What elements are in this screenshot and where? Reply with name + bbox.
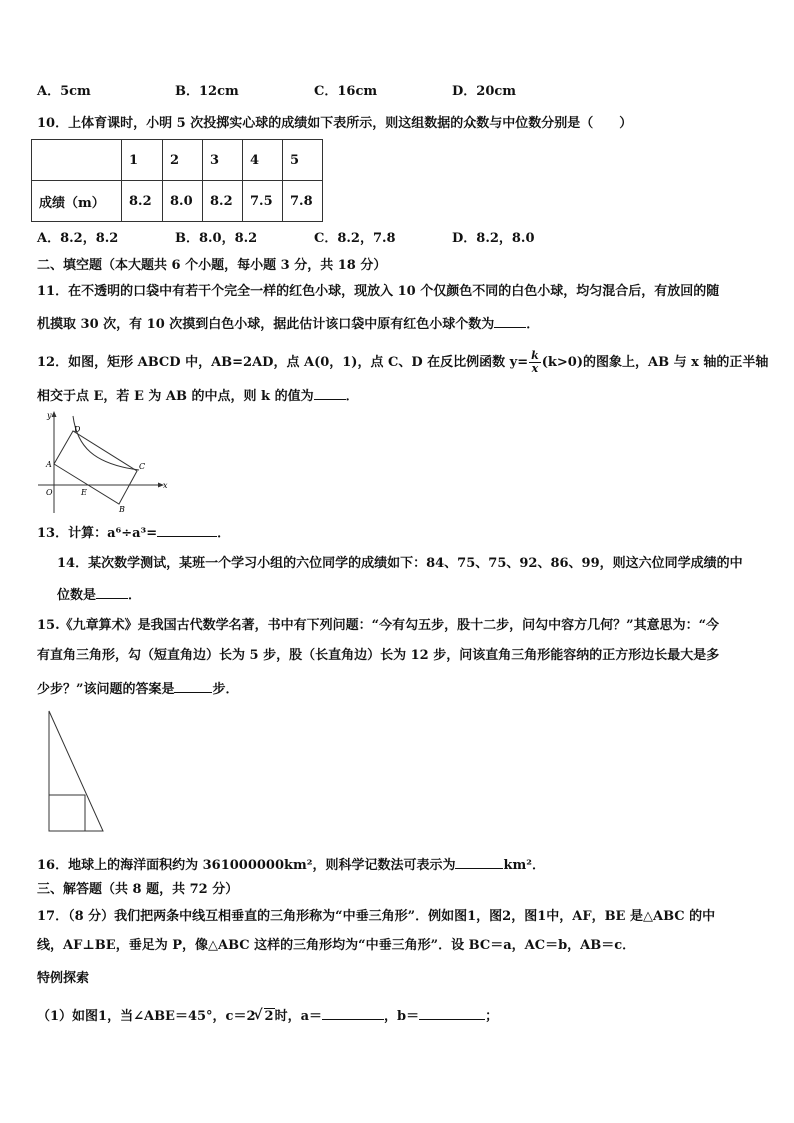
label-o: O: [46, 488, 53, 497]
label-d: D: [74, 425, 81, 434]
answer-blank-a[interactable]: [322, 1007, 384, 1020]
q10-stem: 10．上体育课时，小明 5 次投掷实心球的成绩如下表所示，则这组数据的众数与中位数分别是（ ）: [37, 116, 633, 131]
inscribed-square: [49, 795, 85, 831]
answer-blank[interactable]: [96, 586, 128, 599]
answer-blank-b[interactable]: [419, 1007, 485, 1020]
q9-option-d: D．20cm: [452, 84, 517, 99]
q12-text-a: 12．如图，矩形 ABCD 中，AB=2AD，点 A(0，1)，点 C、D 在反比例函数 y=: [37, 355, 529, 370]
section-2-heading: 二、填空题（本大题共 6 个小题，每小题 3 分，共 18 分）: [37, 258, 387, 273]
table-row: [32, 181, 323, 222]
sqrt-symbol: [256, 1009, 275, 1025]
right-triangle: [49, 711, 103, 831]
q16-line: [37, 856, 545, 874]
y-axis-arrow: [52, 411, 57, 417]
table-cell: 5: [283, 140, 323, 181]
q16-end: km²．: [503, 858, 545, 873]
table-cell: 1: [122, 140, 163, 181]
q14-text: 位数是: [57, 588, 97, 603]
q9-option-b: B．12cm: [175, 84, 239, 99]
q16-text: 16．地球上的海洋面积约为 361000000km²，则科学记数法可表示为: [37, 858, 456, 873]
fraction-numerator: k: [531, 349, 539, 362]
q12-fraction: [529, 350, 541, 375]
q11-end: ．: [526, 317, 540, 332]
q17-end: ；: [485, 1009, 499, 1024]
q9-option-a: A．5cm: [37, 84, 91, 99]
table-cell: [32, 140, 122, 181]
sqrt-radicand: 2: [264, 1009, 274, 1024]
q13-end: ．: [217, 526, 231, 541]
label-c: C: [139, 462, 146, 471]
q17-sub-heading: 特例探索: [37, 971, 90, 986]
q15-text: 少步？”该问题的答案是: [37, 682, 175, 697]
table-cell: 4: [243, 140, 283, 181]
answer-blank[interactable]: [174, 680, 212, 693]
q11-line-2: [37, 315, 539, 333]
table-cell: 3: [203, 140, 243, 181]
answer-blank[interactable]: [314, 387, 346, 400]
label-a: A: [46, 460, 52, 469]
section-3-heading: 三、解答题（共 8 题，共 72 分）: [37, 882, 239, 897]
q17-part-1: [37, 1007, 498, 1025]
table-row: [32, 140, 323, 181]
q14-end: ．: [128, 588, 142, 603]
q13-text: 13．计算：a⁶÷a³=: [37, 526, 158, 541]
label-x: x: [163, 481, 168, 490]
table-cell: 8.2: [122, 181, 163, 222]
table-cell: 7.5: [243, 181, 283, 222]
hyperbola-curve: [73, 416, 139, 470]
q17-text-b: 时，a＝: [274, 1009, 323, 1024]
q15-end: 步．: [212, 682, 239, 697]
table-cell: 2: [163, 140, 203, 181]
q12-line-2: [37, 387, 359, 405]
q17-line-2: 线，AF⊥BE，垂足为 P，像△ABC 这样的三角形均为“中垂三角形”．设 BC＝a，AC＝b，AB＝c．: [37, 938, 636, 953]
q15-line-1: 15.《九章算术》是我国古代数学名著，书中有下列问题：“今有勾五步，股十二步，问勾中容方几何？”其意思为：“今: [37, 618, 720, 633]
answer-blank[interactable]: [157, 524, 217, 537]
label-e: E: [81, 488, 87, 497]
q12-figure: [33, 408, 173, 518]
q10-option-b: B．8.0，8.2: [175, 231, 258, 246]
q10-option-c: C．8.2，7.8: [314, 231, 396, 246]
q15-line-2: 有直角三角形，勾（短直角边）长为 5 步，股（长直角边）长为 12 步，问该直角三角形能容纳的正方形边长最大是多: [37, 648, 720, 663]
answer-blank[interactable]: [455, 856, 503, 869]
fraction-denominator: x: [531, 362, 539, 375]
q12-line-1: [37, 350, 768, 375]
q10-option-d: D．8.2，8.0: [452, 231, 535, 246]
label-y: y: [47, 411, 52, 420]
table-cell: 成绩（m）: [32, 181, 122, 222]
table-cell: 7.8: [283, 181, 323, 222]
q17-text-a: （1）如图1，当∠ABE＝45°，c＝2: [37, 1009, 256, 1024]
q11-line-1: 11．在不透明的口袋中有若干个完全一样的红色小球，现放入 10 个仅颜色不同的白色小球，均匀混合后，有放回的随: [37, 284, 720, 299]
q17-line-1: 17．（8 分）我们把两条中线互相垂直的三角形称为“中垂三角形”．例如图1，图2，图1中，AF，BE 是△ABC 的中: [37, 909, 716, 924]
q14-line-2: [57, 586, 141, 604]
q12-text-b: (k>0)的图象上，AB 与 x 轴的正半轴: [541, 355, 769, 370]
q11-text: 机摸取 30 次，有 10 次摸到白色小球，据此估计该口袋中原有红色小球个数为: [37, 317, 495, 332]
q10-score-table: [31, 139, 323, 222]
table-cell: 8.2: [203, 181, 243, 222]
q13-line: [37, 524, 230, 542]
q9-option-c: C．16cm: [314, 84, 378, 99]
q17-text-c: ，b＝: [384, 1009, 420, 1024]
q15-triangle-figure: [44, 708, 110, 836]
q12-end: ．: [345, 389, 359, 404]
q12-text-c: 相交于点 E，若 E 为 AB 的中点，则 k 的值为: [37, 389, 314, 404]
q14-line-1: 14．某次数学测试，某班一个学习小组的六位同学的成绩如下：84、75、75、92、86、99，则这六位同学成绩的中: [57, 556, 743, 571]
table-cell: 8.0: [163, 181, 203, 222]
q10-option-a: A．8.2，8.2: [37, 231, 119, 246]
answer-blank[interactable]: [494, 315, 526, 328]
q15-line-3: [37, 680, 239, 698]
label-b: B: [119, 505, 125, 514]
